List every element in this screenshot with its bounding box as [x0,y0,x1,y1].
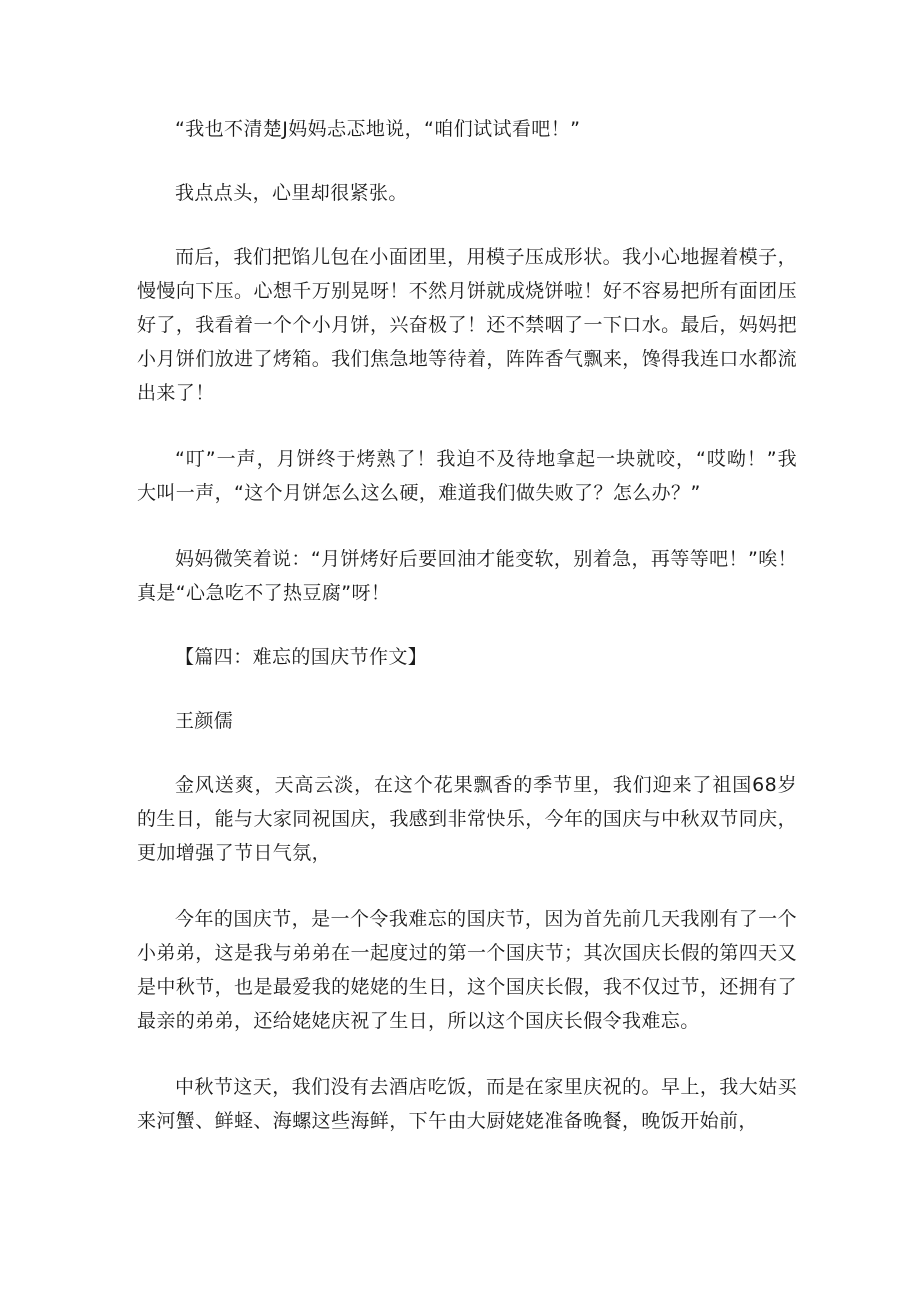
section-heading: 【篇四：难忘的国庆节作文】 [175,646,428,668]
paragraph-dialogue-mom-unsure: “我也不清楚J妈妈忐忑地说，“咱们试试看吧！” [175,118,581,140]
paragraph-pressing-mooncakes: 而后，我们把馅儿包在小面团里，用模子压成形状。我小心地握着模子，慢慢向下压。心想千万别晃呀！不然月饼就成烧饼啦！好不容易把所有面团压好了，我看着一个个小月饼，兴奋极了！还不禁咽了一下口水。最后，妈妈把小月饼们放进了烤箱。我们焦急地等待着，阵阵香气飘来，馋得我连口水都流出来了！ [137,246,797,404]
essay-body [137,112,797,1138]
paragraph-nervous: 我点点头，心里却很紧张。 [175,182,408,204]
author-name: 王颜儒 [175,710,234,732]
paragraph-national-day-intro: 金风送爽，天高云淡，在这个花果飘香的季节里，我们迎来了祖国68岁的生日，能与大家同祝国庆，我感到非常快乐，今年的国庆与中秋双节同庆，更加增强了节日气氛， [137,774,797,864]
paragraph-mom-explains: 妈妈微笑着说：“月饼烤好后要回油才能变软，别着急，再等等吧！”唉！真是“心急吃不了热豆腐”呀！ [137,548,797,604]
paragraph-memorable-holiday: 今年的国庆节，是一个令我难忘的国庆节，因为首先前几天我刚有了一个小弟弟，这是我与弟弟在一起度过的第一个国庆节；其次国庆长假的第四天又是中秋节，也是最爱我的姥姥的生日，这个国庆长假，我不仅过节，还拥有了最亲的弟弟，还给姥姥庆祝了生日，所以这个国庆长假令我难忘。 [137,908,797,1032]
paragraph-mooncake-hard: “叮”一声，月饼终于烤熟了！我迫不及待地拿起一块就咬，“哎呦！”我大叫一声，“这个月饼怎么这么硬，难道我们做失败了？怎么办？” [137,448,797,504]
paragraph-mid-autumn-day: 中秋节这天，我们没有去酒店吃饭，而是在家里庆祝的。早上，我大姑买来河蟹、鲜蛏、海螺这些海鲜，下午由大厨姥姥准备晚餐，晚饭开始前， [137,1076,797,1132]
